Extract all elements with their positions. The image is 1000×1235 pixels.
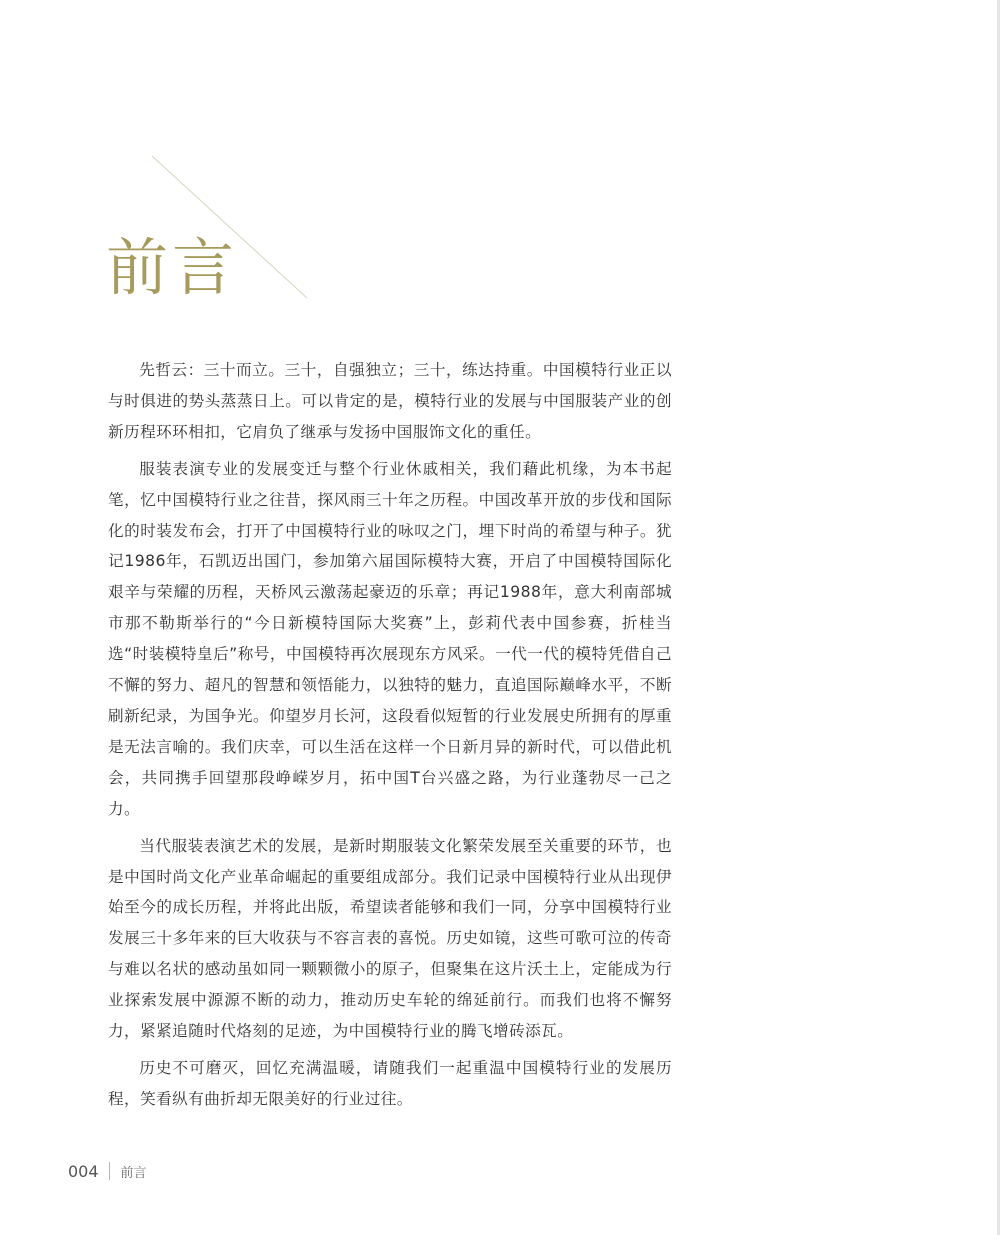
paragraph-3: 当代服装表演艺术的发展，是新时期服装文化繁荣发展至关重要的环节，也是中国时尚文化产业革命崛起的重要组成部分。我们记录中国模特行业从出现伊始至今的成长历程，并将此出版，希望读者能够和我们一同，分享中国模特行业发展三十多年来的巨大收获与不容言表的喜悦。历史如镜，这些可歌可泣的传奇与难以名状的感动虽如同一颗颗微小的原子，但聚集在这片沃土上，定能成为行业探索发展中源源不断的动力，推动历史车轮的绵延前行。而我们也将不懈努力，紧紧追随时代烙刻的足迹，为中国模特行业的腾飞增砖添瓦。: [108, 836, 672, 1041]
paragraph-4: 历史不可磨灭，回忆充满温暖，请随我们一起重温中国模特行业的发展历程，笑看纵有曲折却无限美好的行业过往。: [108, 1058, 672, 1108]
decorative-diagonal-line: [0, 0, 1000, 400]
paragraph-1: 先哲云：三十而立。三十，自强独立；三十，练达持重。中国模特行业正以与时俱进的势头蒸蒸日上。可以肯定的是，模特行业的发展与中国服装产业的创新历程环环相扣，它肩负了继承与发扬中国服饰文化的重任。: [108, 361, 672, 441]
footer-divider: [109, 1162, 110, 1180]
page-number: 004: [68, 1161, 99, 1181]
footer-section-title: 前言: [120, 1165, 147, 1181]
body-text: [108, 355, 672, 1121]
page-title: 前言: [106, 231, 239, 304]
paragraph-2: 服装表演专业的发展变迁与整个行业休戚相关，我们藉此机缘，为本书起笔，忆中国模特行业之往昔，探风雨三十年之历程。中国改革开放的步伐和国际化的时装发布会，打开了中国模特行业的咏叹之门，埋下时尚的希望与种子。犹记1986年，石凯迈出国门，参加第六届国际模特大赛，开启了中国模特国际化艰辛与荣耀的历程，天桥风云激荡起豪迈的乐章；再记1988年，意大利南部城市那不勒斯举行的“今日新模特国际大奖赛”上，彭莉代表中国参赛，折桂当选“时装模特皇后”称号，中国模特再次展现东方风采。一代一代的模特凭借自己不懈的努力、超凡的智慧和领悟能力，以独特的魅力，直追国际巅峰水平，不断刷新纪录，为国争光。仰望岁月长河，这段看似短暂的行业发展史所拥有的厚重是无法言喻的。我们庆幸，可以生活在这样一个日新月异的新时代，可以借此机会，共同携手回望那段峥嵘岁月，拓中国T台兴盛之路，为行业蓬勃尽一己之力。: [108, 459, 672, 818]
page-footer: [68, 1158, 147, 1184]
